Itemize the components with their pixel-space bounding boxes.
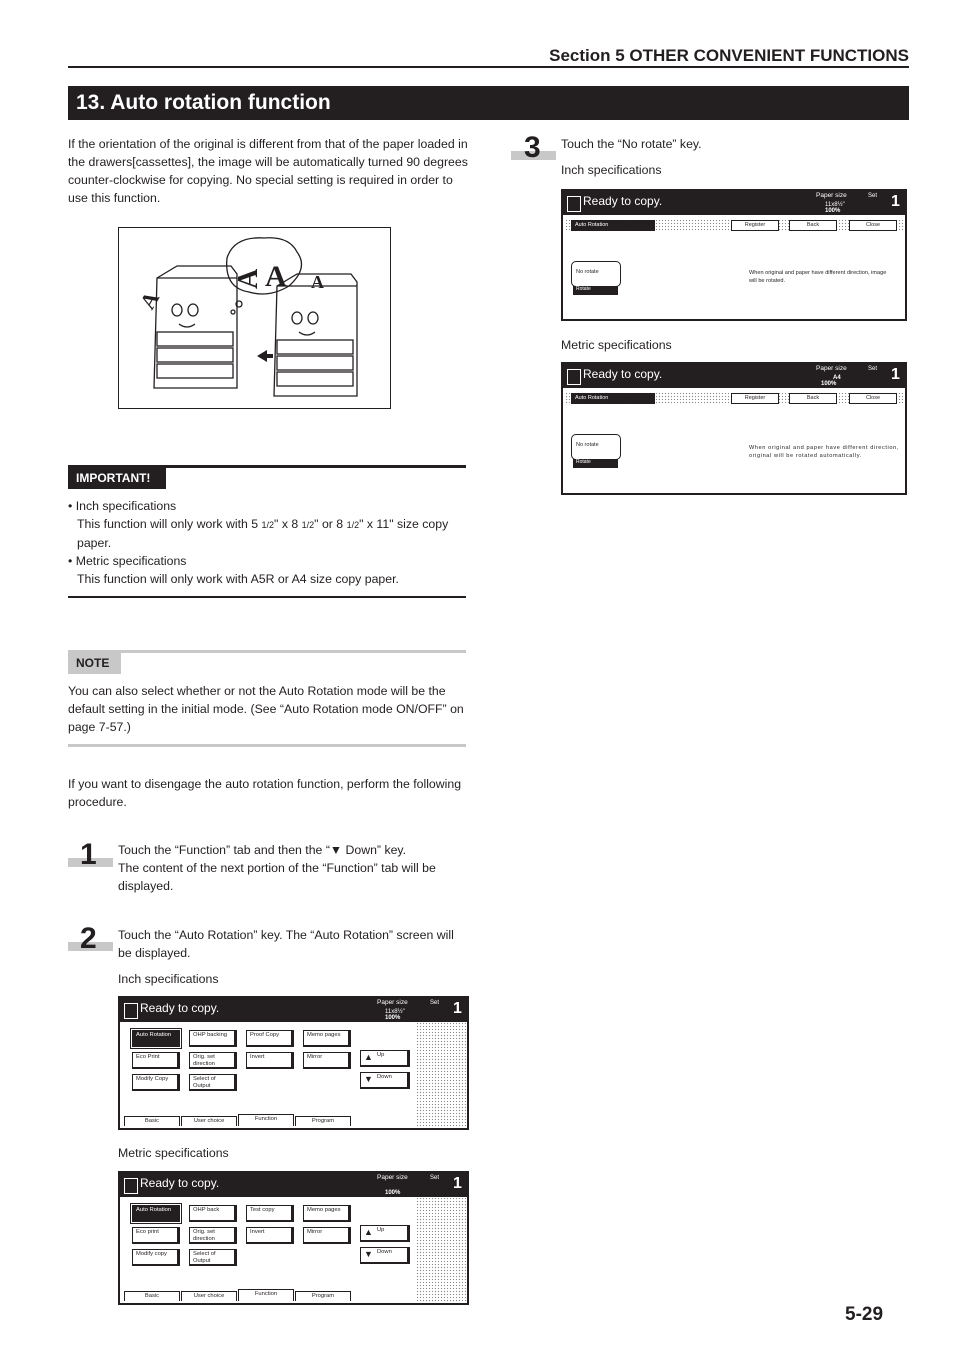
tab-user-choice[interactable]: User choice: [181, 1291, 237, 1301]
set-label: Set: [868, 193, 878, 199]
copy-icon: [567, 369, 581, 385]
rotate-key[interactable]: Rotate: [573, 459, 618, 468]
close-button[interactable]: Close: [849, 220, 897, 231]
important-item1-text: [68, 515, 468, 552]
tab-program[interactable]: Program: [295, 1116, 351, 1126]
zoom-value: 100%: [825, 208, 841, 214]
paper-size-label: Paper size: [816, 365, 847, 372]
zoom-value: 100%: [385, 1190, 401, 1196]
rotate-key[interactable]: Rotate: [573, 286, 618, 295]
mirror-key[interactable]: Mirror: [303, 1052, 351, 1069]
auto-rotation-screen-inch: [561, 189, 907, 321]
orig-set-direction-key[interactable]: Orig. set direction: [189, 1227, 237, 1244]
step-number: 2: [80, 922, 97, 955]
note-label: NOTE: [68, 653, 121, 674]
mirror-key[interactable]: Mirror: [303, 1227, 351, 1244]
paper-size-value: 11x8½": [825, 202, 845, 208]
register-button[interactable]: Register: [731, 220, 779, 231]
screen-header: [563, 364, 905, 388]
down-label: Down: [377, 1249, 392, 1255]
auto-rotation-title: Auto Rotation: [571, 393, 655, 404]
auto-rotation-key[interactable]: Auto Rotation: [132, 1205, 180, 1222]
fraction: 1/2: [346, 520, 360, 530]
important-item2-text: This function will only work with A5R or A4 size copy paper.: [77, 572, 399, 586]
note-text: You can also select whether or not the Auto Rotation mode will be the default setting in the initial mode. (See “Auto Rotation mode ON/OFF” on page 7-57.): [68, 684, 464, 734]
note-top-rule: [68, 650, 466, 653]
down-key[interactable]: [360, 1072, 410, 1089]
rotation-message: When original and paper have different direction, image will be rotated.: [749, 270, 887, 284]
copier-illustration-svg: [119, 228, 390, 408]
tab-user-choice[interactable]: User choice: [181, 1116, 237, 1126]
step1-line1: Touch the “Function” tab and then the “▼ Down” key.: [118, 843, 407, 857]
zoom-value: 100%: [821, 381, 837, 387]
important-item2-head: • Metric specifications: [68, 554, 187, 568]
down-arrow-icon: ▼: [364, 1249, 373, 1259]
back-button[interactable]: Back: [789, 393, 837, 404]
auto-rotation-bar: [565, 392, 903, 405]
note-bottom-rule: [68, 744, 466, 747]
up-key[interactable]: [360, 1050, 410, 1067]
step3-text: Touch the “No rotate” key.: [561, 137, 702, 151]
copy-icon: [124, 1178, 138, 1194]
text-part: " x 11" size copy paper.: [77, 517, 449, 550]
down-arrow-icon: ▼: [364, 1074, 373, 1084]
rotation-message: When original and paper have different direction, original will be rotated automatically.: [749, 445, 899, 459]
step2-text: Touch the “Auto Rotation” key. The “Auto Rotation” screen will be displayed.: [118, 928, 454, 960]
set-count: 1: [891, 366, 900, 383]
set-label: Set: [430, 1000, 440, 1006]
tab-basic[interactable]: Basic: [124, 1291, 180, 1301]
set-count: 1: [453, 1175, 462, 1192]
zoom-value: 100%: [385, 1015, 401, 1021]
step3-inch-label: Inch specifications: [561, 163, 662, 177]
step2-inch-label: Inch specifications: [118, 972, 219, 986]
screen-header: [120, 998, 467, 1022]
up-label: Up: [377, 1227, 385, 1233]
svg-text:A: A: [233, 268, 264, 289]
screen-header: [563, 191, 905, 215]
paper-size-value: 11x8½": [385, 1009, 405, 1015]
select-of-output-key[interactable]: Select of Output: [189, 1249, 237, 1266]
svg-text:A: A: [311, 272, 324, 292]
eco-print-key[interactable]: Eco Print: [132, 1052, 180, 1069]
screen-dotted-area: [416, 1022, 469, 1130]
register-button[interactable]: Register: [731, 393, 779, 404]
memo-pages-key[interactable]: Memo pages: [303, 1030, 351, 1047]
set-label: Set: [430, 1175, 440, 1181]
copy-icon: [124, 1003, 138, 1019]
step-number: 3: [524, 131, 541, 164]
modify-copy-key[interactable]: Modify copy: [132, 1249, 180, 1266]
important-body: [68, 497, 468, 588]
ohp-backing-key[interactable]: OHP backing: [189, 1030, 237, 1047]
up-key[interactable]: [360, 1225, 410, 1242]
memo-pages-key[interactable]: Memo pages: [303, 1205, 351, 1222]
ready-message: Ready to copy.: [583, 367, 663, 381]
set-count: 1: [453, 1000, 462, 1017]
text-part: " x 8: [274, 517, 302, 531]
tab-program[interactable]: Program: [295, 1291, 351, 1301]
function-screen-inch: [118, 996, 469, 1130]
step-number: 1: [80, 838, 97, 871]
screen-dotted-area: [416, 1197, 469, 1305]
tab-basic[interactable]: Basic: [124, 1116, 180, 1126]
no-rotate-key[interactable]: No rotate: [571, 261, 621, 287]
ready-message: Ready to copy.: [140, 1001, 220, 1015]
step1-text: [118, 841, 463, 895]
fraction: 1/2: [261, 520, 275, 530]
select-of-output-key[interactable]: Select of Output: [189, 1074, 237, 1091]
ohp-back-key[interactable]: OHP back: [189, 1205, 237, 1222]
paper-size-label: Paper size: [377, 1174, 408, 1181]
invert-key[interactable]: Invert: [246, 1227, 294, 1244]
up-arrow-icon: ▲: [364, 1227, 373, 1237]
step1-line2: The content of the next portion of the “Function” tab will be displayed.: [118, 861, 436, 893]
eco-print-key[interactable]: Eco print: [132, 1227, 180, 1244]
section-header: Section 5 OTHER CONVENIENT FUNCTIONS: [68, 46, 909, 68]
intro-paragraph: If the orientation of the original is different from that of the paper loaded in the drawers[cassettes], the image will be automatically turned 90 degrees counter-clockwise for copying. No special setting is required in order to use this function.: [68, 137, 468, 205]
up-arrow-icon: ▲: [364, 1052, 373, 1062]
tab-function[interactable]: Function: [238, 1289, 294, 1301]
down-label: Down: [377, 1074, 392, 1080]
proof-copy-key[interactable]: Proof Copy: [246, 1030, 294, 1047]
copy-icon: [567, 196, 581, 212]
paper-size-label: Paper size: [816, 192, 847, 199]
auto-rotation-bar: [565, 219, 903, 232]
paper-size-label: Paper size: [377, 999, 408, 1006]
important-item1-head: • Inch specifications: [68, 499, 177, 513]
page-title: 13. Auto rotation function: [68, 86, 909, 120]
important-label: IMPORTANT!: [68, 468, 166, 489]
invert-key[interactable]: Invert: [246, 1052, 294, 1069]
set-label: Set: [868, 366, 878, 372]
fraction: 1/2: [301, 520, 315, 530]
ready-message: Ready to copy.: [583, 194, 663, 208]
text-part: " or 8: [314, 517, 347, 531]
step3-metric-label: Metric specifications: [561, 338, 672, 352]
disengage-text: If you want to disengage the auto rotation function, perform the following procedure.: [68, 777, 462, 809]
copier-illustration: [118, 227, 391, 409]
tab-function[interactable]: Function: [238, 1114, 294, 1126]
auto-rotation-key[interactable]: Auto Rotation: [132, 1030, 180, 1047]
svg-text:A: A: [265, 260, 287, 293]
auto-rotation-title: Auto Rotation: [571, 220, 655, 231]
close-button[interactable]: Close: [849, 393, 897, 404]
orig-set-direction-key[interactable]: Orig. set direction: [189, 1052, 237, 1069]
screen-header: [120, 1173, 467, 1197]
back-button[interactable]: Back: [789, 220, 837, 231]
set-count: 1: [891, 193, 900, 210]
ready-message: Ready to copy.: [140, 1176, 220, 1190]
test-copy-key[interactable]: Test copy: [246, 1205, 294, 1222]
modify-copy-key[interactable]: Modify Copy: [132, 1074, 180, 1091]
important-bottom-rule: [68, 596, 466, 598]
function-screen-metric: [118, 1171, 469, 1305]
auto-rotation-screen-metric: [561, 362, 907, 495]
down-key[interactable]: [360, 1247, 410, 1264]
text-part: This function will only work with 5: [77, 517, 262, 531]
up-label: Up: [377, 1052, 385, 1058]
paper-size-value: A4: [833, 375, 841, 381]
svg-text:A: A: [134, 287, 165, 314]
no-rotate-key[interactable]: No rotate: [571, 434, 621, 460]
page-number: 5-29: [845, 1304, 884, 1325]
step2-metric-label: Metric specifications: [118, 1146, 229, 1160]
